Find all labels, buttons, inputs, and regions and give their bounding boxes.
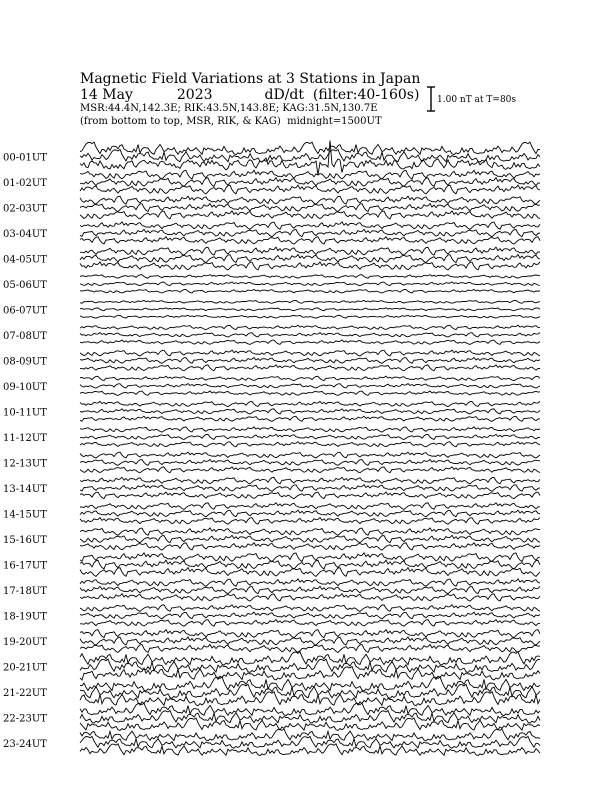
trace-rik — [80, 460, 540, 466]
trace-rik — [80, 659, 540, 672]
trace-msr — [80, 391, 540, 395]
trace-msr — [80, 315, 540, 318]
trace-kag — [80, 275, 540, 279]
trace-msr — [80, 644, 540, 652]
row-label: 08-09UT — [3, 356, 47, 368]
trace-msr — [80, 340, 540, 344]
quantity-label: dD/dt — [264, 87, 305, 103]
trace-kag — [80, 350, 540, 356]
trace-kag — [80, 376, 540, 380]
trace-msr — [80, 289, 540, 293]
trace-msr — [80, 568, 540, 577]
row-label: 14-15UT — [3, 509, 47, 521]
row-label: 01-02UT — [3, 178, 47, 189]
row-label: 12-13UT — [3, 458, 47, 470]
scale-label: 1.00 nT at T=80s — [437, 95, 517, 105]
trace-msr — [80, 543, 540, 550]
trace-kag — [80, 630, 540, 638]
row-label: 22-23UT — [3, 713, 47, 725]
trace-rik — [80, 736, 540, 748]
trace-rik — [80, 409, 540, 414]
row-label: 06-07UT — [3, 305, 47, 317]
chart-title: Magnetic Field Variations at 3 Stations in Japan — [80, 71, 421, 87]
trace-kag — [80, 703, 540, 716]
trace-kag — [80, 300, 540, 303]
trace-rik — [80, 255, 540, 263]
row-label: 15-16UT — [3, 535, 47, 546]
trace-msr — [80, 185, 540, 194]
midnight-note: midnight=1500UT — [287, 116, 382, 127]
trace-kag — [80, 401, 540, 406]
trace-msr — [80, 365, 540, 371]
row-label: 05-06UT — [3, 280, 47, 291]
row-label: 03-04UT — [3, 229, 47, 240]
trace-rik — [80, 560, 540, 569]
trace-kag — [80, 196, 540, 204]
trace-msr — [80, 141, 540, 176]
trace-kag — [80, 677, 540, 691]
trace-kag — [80, 605, 540, 612]
row-label: 20-21UT — [3, 662, 47, 674]
trace-rik — [80, 510, 540, 517]
row-label: 13-14UT — [3, 484, 47, 495]
trace-rik — [80, 333, 540, 337]
row-label: 04-05UT — [3, 254, 47, 266]
trace-msr — [80, 237, 540, 244]
trace-kag — [80, 729, 540, 741]
trace-kag — [80, 477, 540, 484]
trace-rik — [80, 384, 540, 389]
trace-msr — [80, 416, 540, 421]
row-label: 02-03UT — [3, 203, 47, 215]
trace-rik — [80, 358, 540, 364]
trace-kag — [80, 452, 540, 458]
row-label: 11-12UT — [3, 433, 47, 444]
row-label: 00-01UT — [3, 152, 47, 164]
trace-rik — [80, 204, 540, 212]
trace-kag — [80, 325, 540, 329]
trace-msr — [80, 467, 540, 473]
row-label: 07-08UT — [3, 331, 47, 342]
row-label: 18-19UT — [3, 611, 47, 623]
trace-kag — [80, 652, 540, 665]
trace-rik — [80, 485, 540, 492]
trace-msr — [80, 594, 540, 601]
row-label: 16-17UT — [3, 560, 47, 572]
trace-rik — [80, 282, 540, 286]
row-label: 10-11UT — [3, 407, 47, 419]
order-note: (from bottom to top, MSR, RIK, & KAG) — [80, 116, 281, 127]
trace-rik — [80, 434, 540, 439]
trace-kag — [80, 553, 540, 562]
trace-kag — [80, 247, 540, 255]
filter-label: (filter:40-160s) — [312, 87, 420, 103]
trace-rik — [80, 229, 540, 236]
trace-kag — [80, 170, 540, 179]
trace-kag — [80, 222, 540, 229]
trace-msr — [80, 211, 540, 219]
trace-kag — [80, 528, 540, 535]
trace-rik — [80, 637, 540, 645]
trace-msr — [80, 262, 540, 270]
trace-rik — [80, 150, 540, 163]
trace-kag — [80, 427, 540, 432]
trace-rik — [80, 684, 540, 698]
row-label: 21-22UT — [3, 688, 47, 699]
trace-rik — [80, 308, 540, 311]
row-label: 23-24UT — [3, 739, 47, 750]
trace-rik — [80, 612, 540, 619]
trace-msr — [80, 442, 540, 447]
trace-rik — [80, 535, 540, 542]
trace-kag — [80, 142, 540, 155]
row-label: 09-10UT — [3, 382, 47, 393]
trace-msr — [80, 492, 540, 499]
trace-msr — [80, 518, 540, 525]
row-label: 17-18UT — [3, 586, 47, 597]
trace-rik — [80, 178, 540, 187]
trace-msr — [80, 620, 540, 627]
date-month: May — [102, 87, 133, 103]
date-year: 2023 — [176, 87, 213, 103]
date-day: 14 — [80, 87, 98, 103]
trace-kag — [80, 579, 540, 586]
trace-rik — [80, 586, 540, 593]
trace-kag — [80, 503, 540, 510]
stations-line: MSR:44.4N,142.3E; RIK:43.5N,143.8E; KAG:31.5N,130.7E — [80, 103, 378, 114]
row-label: 19-20UT — [3, 637, 47, 648]
